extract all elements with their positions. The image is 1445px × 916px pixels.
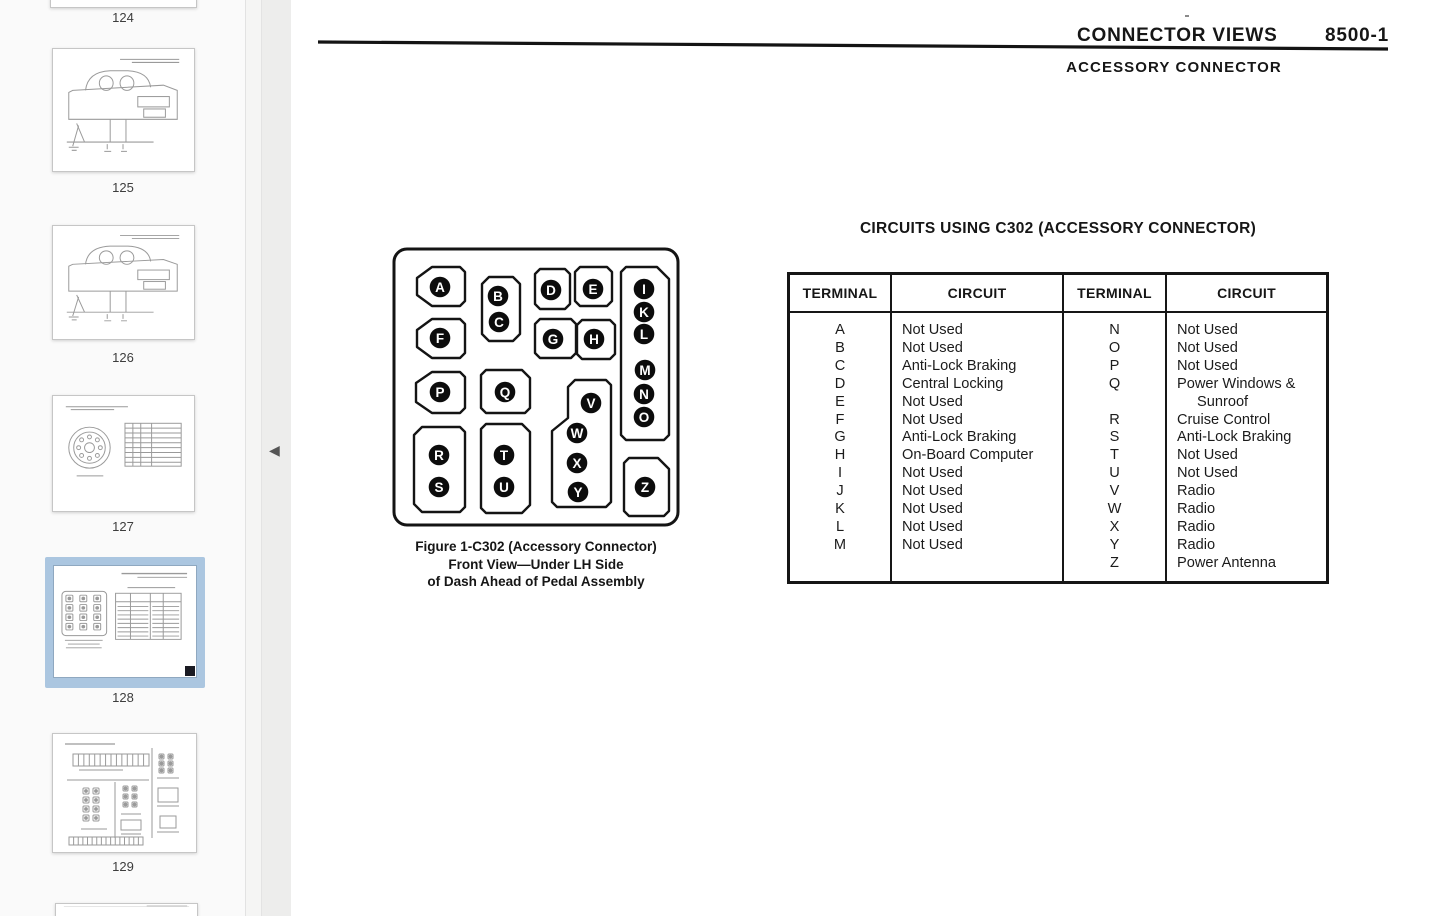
circuit-cell: Radio — [1177, 501, 1216, 518]
terminal-cell: I — [837, 465, 843, 482]
terminal-letter: O — [638, 410, 650, 425]
circuit-cell: Radio — [1177, 518, 1216, 535]
terminal-cell: P — [1109, 357, 1120, 374]
terminal-letter: L — [639, 327, 649, 342]
circuits-table — [787, 272, 1329, 584]
thumbnail-page-number: 125 — [112, 180, 134, 195]
circuit-cell: Not Used — [1177, 357, 1238, 374]
terminal-letter: M — [639, 363, 651, 378]
terminal-letter: H — [589, 332, 599, 347]
terminal-letter: X — [572, 456, 582, 471]
terminal-cell: A — [835, 322, 845, 338]
thumbnail-page-124[interactable] — [50, 0, 197, 8]
terminal-cell: U — [1109, 465, 1120, 482]
circuit-cell: Not Used — [902, 322, 963, 338]
terminal-cell: T — [1110, 447, 1119, 464]
terminal-letter: E — [588, 282, 598, 297]
thumbnail-preview — [53, 49, 194, 171]
terminal-cell: Q — [1108, 375, 1121, 392]
circuit-cell: Cruise Control — [1177, 411, 1271, 428]
terminal-letter: N — [639, 387, 649, 402]
circuit-cell: Not Used — [902, 411, 963, 428]
thumbnail-page-number: 127 — [112, 519, 134, 534]
thumbnail-page-125[interactable] — [52, 48, 195, 172]
circuit-cell: Not Used — [902, 483, 963, 500]
circuit-cell: Radio — [1177, 483, 1216, 500]
terminal-letter: U — [499, 480, 509, 495]
circuit-cell: Sunroof — [1197, 393, 1249, 410]
thumbnail-preview — [54, 566, 196, 677]
terminal-cell: M — [833, 536, 847, 553]
thumbnail-page-128[interactable] — [53, 565, 197, 678]
terminal-letter: B — [493, 289, 503, 304]
terminal-letter: R — [434, 448, 444, 463]
column-circuit-left — [890, 275, 1062, 581]
thumbnail-page-127[interactable] — [52, 395, 195, 512]
cavity-TU — [481, 424, 530, 513]
terminal-cell — [1064, 394, 1165, 412]
scan-artifact — [1185, 15, 1189, 17]
table-title: CIRCUITS USING C302 (ACCESSORY CONNECTOR) — [859, 220, 1257, 237]
terminal-cell: B — [835, 339, 845, 356]
circuit-cell: Central Locking — [902, 375, 1004, 392]
circuit-cell: Not Used — [1177, 447, 1238, 464]
thumbnail-page-number: 124 — [112, 10, 134, 25]
terminal-cell: G — [834, 429, 846, 446]
thumbnail-preview — [53, 734, 196, 852]
column-terminal-right — [1062, 275, 1165, 581]
column-circuit-right — [1165, 275, 1326, 581]
circuit-cell: Not Used — [1177, 322, 1238, 338]
doc-page-code: 8500-1 — [1325, 25, 1389, 46]
terminal-cell: Y — [1109, 536, 1120, 553]
circuit-cell: Not Used — [902, 536, 963, 553]
terminal-cell: E — [835, 393, 845, 410]
thumbnail-preview — [53, 226, 194, 339]
thumbnail-page-next[interactable] — [55, 903, 198, 916]
terminal-cell: S — [1109, 429, 1120, 446]
circuit-cell: On-Board Computer — [902, 447, 1034, 464]
page-thumbnails-panel[interactable] — [0, 0, 246, 916]
circuit-cell: Not Used — [902, 518, 963, 535]
terminal-letter: A — [435, 280, 445, 295]
doc-subtitle: ACCESSORY CONNECTOR — [1066, 59, 1282, 76]
circuit-cell: Not Used — [902, 501, 963, 518]
circuit-cell: Not Used — [902, 465, 963, 482]
thumbnail-corner-marker — [185, 666, 195, 676]
thumbnail-page-number: 128 — [112, 690, 134, 705]
circuit-cell: Not Used — [1177, 339, 1238, 356]
circuit-cell: Anti-Lock Braking — [902, 357, 1017, 374]
thumbnail-preview — [53, 396, 194, 511]
terminal-cell: R — [1109, 411, 1120, 428]
figure-caption: Figure 1-C302 (Accessory Connector) Front View—Under LH Side of Dash Ahead of Pedal Assembly — [415, 539, 657, 589]
circuit-cell: Power Antenna — [1177, 554, 1276, 571]
terminal-cell: K — [835, 501, 845, 518]
terminal-letter: Z — [640, 480, 650, 495]
column-header: CIRCUIT — [1167, 275, 1326, 313]
terminal-letter: F — [435, 331, 445, 346]
terminal-letter: Q — [499, 385, 511, 400]
circuit-cell: Not Used — [1177, 465, 1238, 482]
thumbnail-page-129[interactable] — [52, 733, 197, 853]
terminal-cell: F — [835, 411, 845, 428]
terminal-letter: S — [434, 480, 444, 495]
circuit-cell: Anti-Lock Braking — [902, 429, 1017, 446]
terminal-cell: V — [1109, 483, 1120, 500]
terminal-cell: W — [1107, 501, 1122, 518]
terminal-cell: L — [835, 518, 845, 535]
circuit-cell: Not Used — [902, 393, 963, 410]
terminal-cell: D — [834, 375, 846, 392]
terminal-cell: X — [1109, 518, 1120, 535]
sidebar-splitter[interactable] — [262, 0, 291, 916]
thumbnail-page-number: 129 — [112, 859, 134, 874]
document-page — [291, 0, 1445, 916]
terminal-letter: V — [586, 396, 596, 411]
terminal-letter: T — [499, 448, 509, 463]
circuit-cell: Anti-Lock Braking — [1177, 429, 1292, 446]
thumbnail-page-number: 126 — [112, 350, 134, 365]
terminal-letter: P — [435, 385, 445, 400]
cavity-RS — [414, 427, 465, 512]
terminal-letter: C — [494, 315, 504, 330]
terminal-cell: C — [834, 357, 846, 374]
terminal-cell: N — [1109, 322, 1120, 338]
column-header: CIRCUIT — [892, 275, 1062, 313]
column-header: TERMINAL — [790, 275, 890, 313]
column-header: TERMINAL — [1064, 275, 1165, 313]
terminal-cell: Z — [1110, 554, 1119, 571]
thumbnail-selected-frame — [45, 557, 205, 688]
circuit-cell: Power Windows & — [1177, 375, 1296, 392]
thumbnail-page-126[interactable] — [52, 225, 195, 340]
connector-diagram — [392, 247, 680, 527]
terminal-letter: K — [639, 305, 649, 320]
circuit-cell: Radio — [1177, 536, 1216, 553]
collapse-sidebar-icon[interactable]: ◀ — [269, 442, 280, 458]
terminal-letter: I — [642, 282, 646, 297]
terminal-cell: O — [1108, 339, 1121, 356]
thumbnail-preview — [56, 904, 197, 916]
sidebar-scrollbar-track[interactable] — [246, 0, 262, 916]
circuit-cell: Not Used — [902, 339, 963, 356]
terminal-cell: H — [834, 447, 846, 464]
terminal-letter: Y — [573, 485, 583, 500]
doc-header — [1077, 25, 1389, 47]
terminal-letter: W — [570, 426, 584, 441]
terminal-letter: D — [546, 283, 556, 298]
terminal-letter: G — [547, 332, 559, 347]
doc-title: CONNECTOR VIEWS — [1077, 25, 1278, 46]
column-terminal-left — [790, 275, 890, 581]
terminal-cell: J — [836, 483, 844, 500]
